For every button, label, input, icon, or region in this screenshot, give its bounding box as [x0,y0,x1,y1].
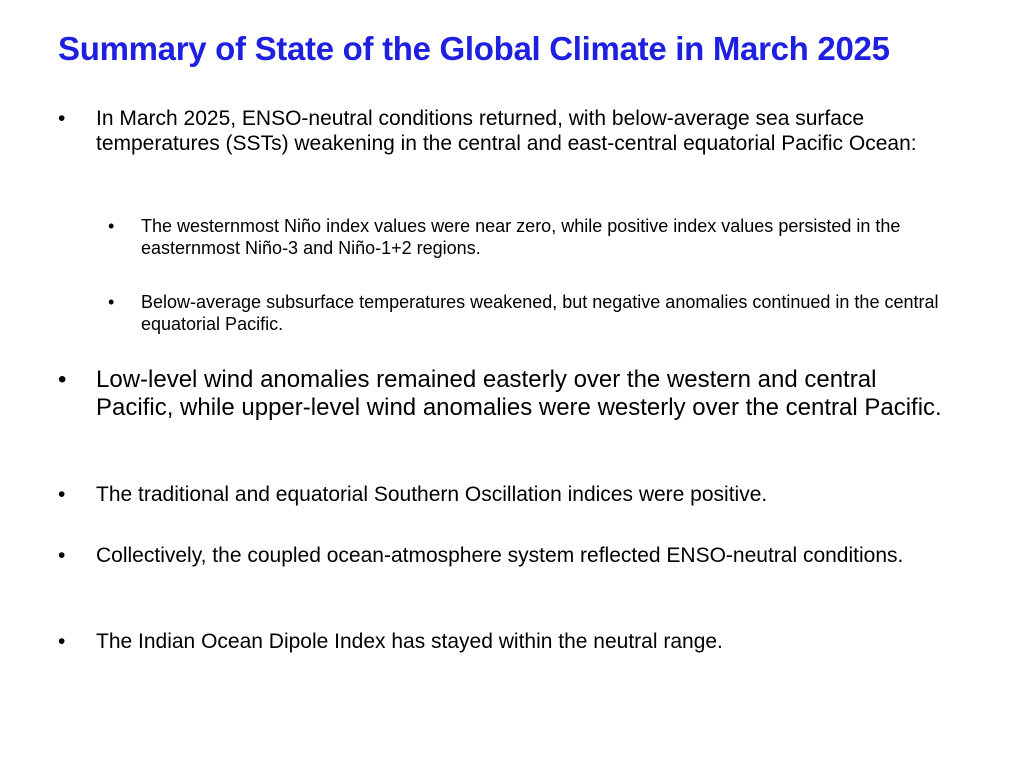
bullet-text: In March 2025, ENSO-neutral conditions returned, with below-average sea surface temperatures (SSTs) weakening in the central and east-central equatorial Pacific Ocean: [96,107,917,156]
bullet-marker: • [108,216,115,236]
bullet-marker: • [58,544,66,567]
bullet-text: Low-level wind anomalies remained easterly over the western and central Pacific, while upper-level wind anomalies were westerly over the central Pacific. [96,366,942,421]
bullet-item [58,543,958,568]
bullet-item [58,482,958,507]
sub-bullet-item [108,292,968,335]
bullet-text: The Indian Ocean Dipole Index has stayed within the neutral range. [96,630,723,653]
sub-bullet-text: The westernmost Niño index values were near zero, while positive index values persisted in the easternmost Niño-3 and Niño-1+2 regions. [141,216,901,258]
bullet-marker: • [58,483,66,506]
bullet-text: Collectively, the coupled ocean-atmosphere system reflected ENSO-neutral conditions. [96,544,904,567]
bullet-marker: • [108,292,115,312]
bullet-marker: • [58,107,66,130]
bullet-text: The traditional and equatorial Southern Oscillation indices were positive. [96,483,768,506]
sub-bullet-text: Below-average subsurface temperatures weakened, but negative anomalies continued in the central equatorial Pacific. [141,292,939,334]
bullet-marker: • [58,366,67,393]
bullet-item [58,106,958,156]
sub-bullet-item [108,216,968,259]
slide-title: Summary of State of the Global Climate in March 2025 [58,30,890,67]
bullet-marker: • [58,630,66,653]
bullet-item [58,629,958,654]
bullet-item [58,366,958,421]
